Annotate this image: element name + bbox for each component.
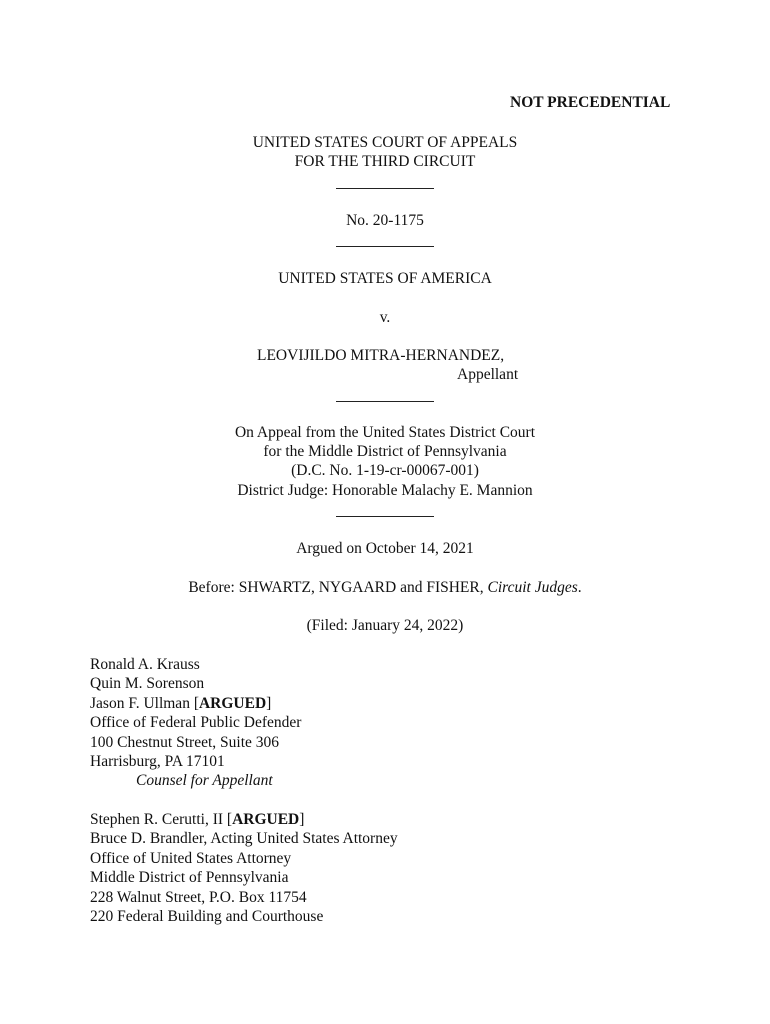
appellant-role: Appellant — [457, 366, 519, 383]
panel-judges-title: Circuit Judges — [487, 579, 578, 596]
court-name-line2: FOR THE THIRD CIRCUIT — [294, 153, 476, 170]
counsel-building: 220 Federal Building and Courthouse — [90, 908, 324, 926]
not-precedential-label: NOT PRECEDENTIAL — [510, 94, 671, 111]
counsel-name-argued: Stephen R. Cerutti, II [ARGUED] — [90, 811, 305, 828]
district-case-number: (D.C. No. 1-19-cr-00067-001) — [291, 462, 479, 479]
separator-rule — [336, 188, 434, 189]
counsel-name: Bruce D. Brandler, Acting United States Attorney — [90, 830, 398, 848]
versus-label: v. — [379, 309, 391, 326]
counsel-office: Office of Federal Public Defender — [90, 714, 302, 732]
appellee-counsel-block — [90, 810, 398, 926]
case-number: No. 20-1175 — [346, 212, 424, 229]
separator-rule — [336, 246, 434, 247]
defendant-name: LEOVIJILDO MITRA-HERNANDEZ, — [257, 347, 505, 364]
panel-judges — [0, 579, 770, 597]
separator-rule — [336, 401, 434, 402]
counsel-city: Harrisburg, PA 17101 — [90, 753, 225, 771]
district-judge: District Judge: Honorable Malachy E. Mannion — [237, 482, 533, 499]
counsel-role: Counsel for Appellant — [136, 772, 273, 790]
appeal-line1: On Appeal from the United States District Court — [234, 424, 536, 441]
counsel-office: Office of United States Attorney — [90, 849, 292, 867]
separator-rule — [336, 516, 434, 517]
counsel-name: Quin M. Sorenson — [90, 675, 205, 693]
appeal-line2: for the Middle District of Pennsylvania — [263, 443, 507, 460]
counsel-name: Ronald A. Krauss — [90, 656, 200, 673]
panel-judges-period: . — [577, 579, 582, 596]
argued-tag: ARGUED — [232, 811, 300, 828]
panel-judges-names: Before: SHWARTZ, NYGAARD and FISHER, — [188, 579, 488, 596]
filed-date: (Filed: January 24, 2022) — [306, 617, 464, 634]
argued-tag: ARGUED — [198, 694, 267, 712]
argued-date: Argued on October 14, 2021 — [296, 540, 474, 557]
court-name-line1: UNITED STATES COURT OF APPEALS — [252, 134, 518, 151]
appellant-counsel-block — [90, 655, 301, 791]
counsel-office-district: Middle District of Pennsylvania — [90, 869, 289, 887]
plaintiff-name: UNITED STATES OF AMERICA — [278, 270, 492, 287]
counsel-address: 228 Walnut Street, P.O. Box 11754 — [90, 888, 307, 906]
counsel-name-argued: Jason F. Ullman [ARGUED] — [90, 694, 272, 712]
counsel-address: 100 Chestnut Street, Suite 306 — [90, 733, 280, 751]
